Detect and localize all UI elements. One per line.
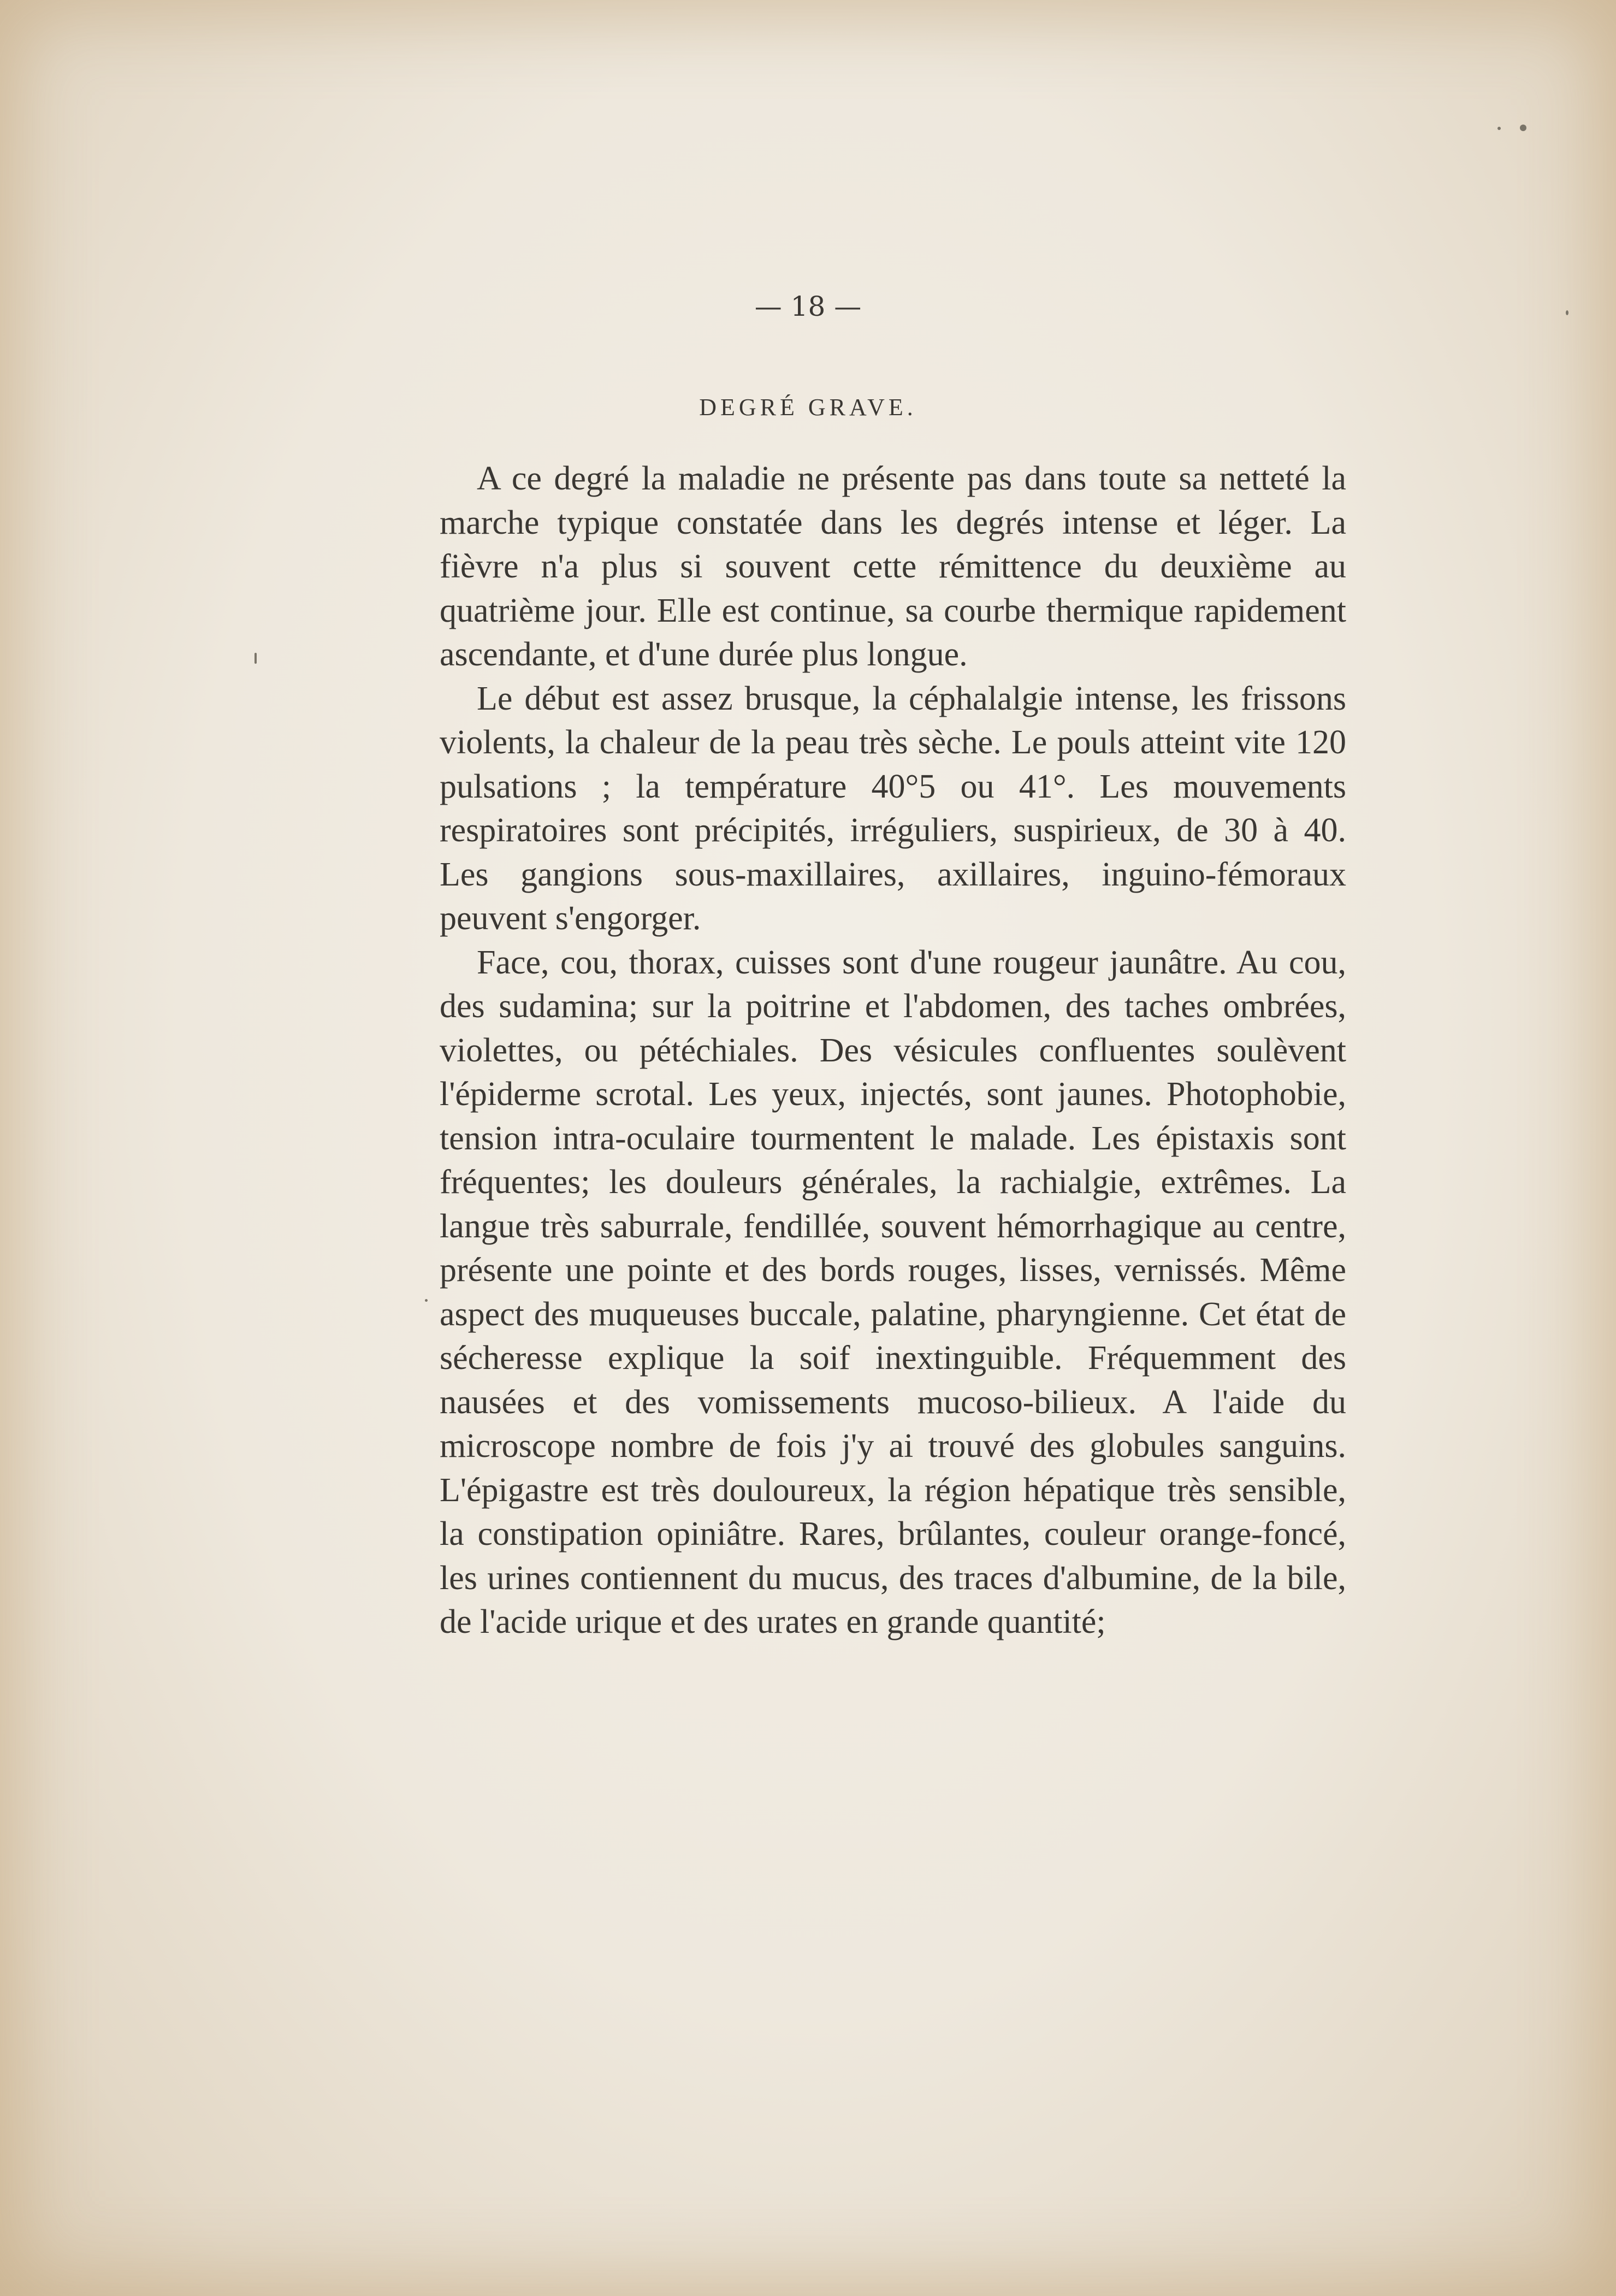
section-heading: DEGRÉ GRAVE. bbox=[699, 394, 917, 421]
speck-mark bbox=[1497, 127, 1501, 130]
speck-mark bbox=[254, 653, 257, 664]
body-text bbox=[440, 457, 1346, 1644]
paragraph: A ce degré la maladie ne présente pas dans toute sa netteté la marche typique constatée dans les degrés intense et léger. La fièvre n'a plus si souvent cette rémittence du deuxième au quatrième jour. Elle est continue, sa courbe thermique rapidement ascendante, et d'une durée plus longue. bbox=[440, 460, 1346, 673]
paragraph: Le début est assez brusque, la céphalalgie intense, les frissons violents, la chaleur de la peau très sèche. Le pouls atteint vite 120 pulsations ; la température 40°5 ou 41°. Les mouvements respiratoires sont précipités, irréguliers, suspirieux, de 30 à 40. Les gangions sous-maxillaires, axillaires, inguino-fémoraux peuvent s'engorger. bbox=[440, 680, 1346, 937]
page-number: — 18 — bbox=[754, 291, 862, 322]
speck-mark bbox=[425, 1299, 428, 1302]
paragraph: Face, cou, thorax, cuisses sont d'une rougeur jaunâtre. Au cou, des sudamina; sur la poitrine et l'abdomen, des taches ombrées, violettes, ou pétéchiales. Des vésicules confluentes soulèvent l'épiderme scrotal. Les yeux, injectés, sont jaunes. Photophobie, tension intra-oculaire tourmentent le malade. Les épistaxis sont fréquentes; les douleurs générales, la rachialgie, extrêmes. La langue très saburrale, fendillée, souvent hémorrhagique au centre, présente une pointe et des bords rouges, lisses, vernissés. Même aspect des muqueuses buccale, palatine, pharyngienne. Cet état de sécheresse explique la soif inextinguible. Fréquemment des nausées et des vomissements mucoso-bilieux. A l'aide du microscope nombre de fois j'y ai trouvé des globules sanguins. L'épigastre est très douloureux, la région hépatique très sensible, la constipation opiniâtre. Rares, brûlantes, couleur orange-foncé, les urines contiennent du mucus, des traces d'albumine, de la bile, de l'acide urique et des urates en grande quantité; bbox=[440, 943, 1346, 1640]
speck-mark bbox=[1520, 125, 1526, 131]
